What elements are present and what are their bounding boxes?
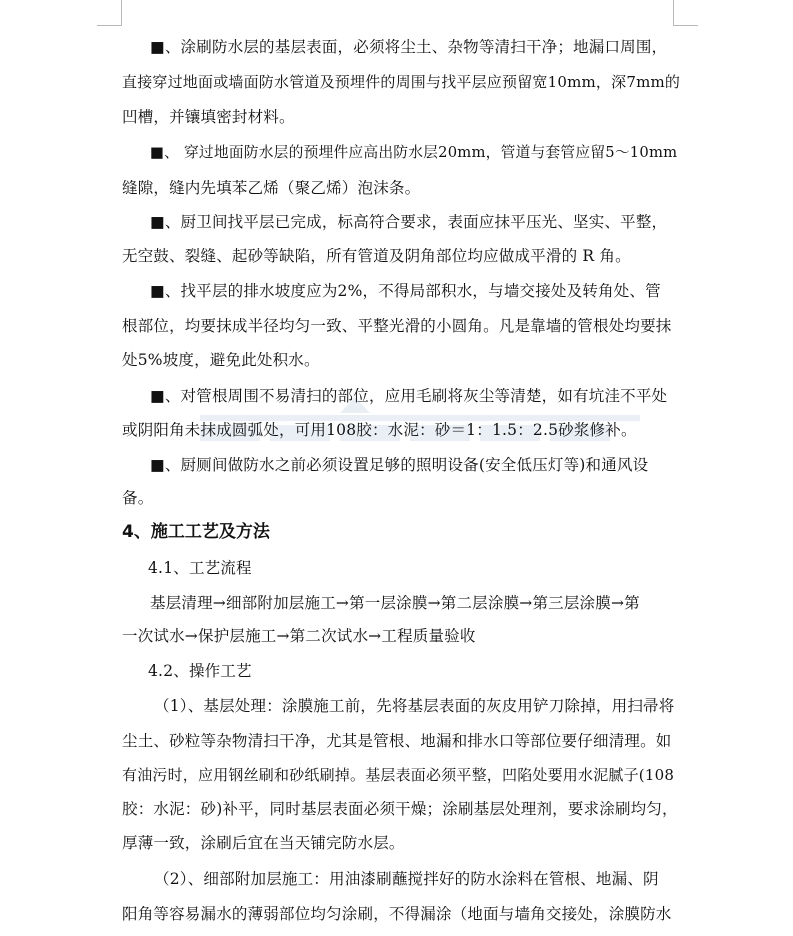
text-line: 厚薄一致，涂刷后宜在当天铺完防水层。 — [122, 834, 405, 852]
text-line: ■、 穿过地面防水层的预埋件应高出防水层20mm，管道与套管应留5～10mm — [150, 144, 678, 161]
text-line: 凹槽，并镶填密封材料。 — [122, 108, 295, 126]
text-line: 备。 — [122, 489, 154, 507]
text-line: 胶：水泥：砂)补平，同时基层表面必须干燥；涂刷基层处理剂，要求涂刷均匀， — [122, 800, 678, 818]
crop-mark-top-left — [121, 0, 122, 26]
text-line: （2）、细部附加层施工：用油漆刷蘸搅拌好的防水涂料在管根、地漏、阴 — [154, 870, 659, 888]
text-line: ■、厨卫间找平层已完成，标高符合要求，表面应抹平压光、坚实、平整， — [150, 213, 668, 231]
text-line: 基层清理→细部附加层施工→第一层涂膜→第二层涂膜→第三层涂膜→第 — [150, 594, 640, 612]
text-line: 缝隙，缝内先填苯乙烯（聚乙烯）泡沫条。 — [122, 179, 421, 197]
text-line: 一次试水→保护层施工→第二次试水→工程质量验收 — [122, 627, 476, 645]
text-line: 或阴阳角未抹成圆弧处，可用108胶：水泥：砂＝1：1.5：2.5砂浆修补。 — [122, 421, 637, 439]
text-line: 根部位，均要抹成半径均匀一致、平整光滑的小圆角。凡是靠墙的管根处均要抹 — [122, 317, 672, 335]
crop-mark-top-right — [673, 25, 698, 26]
text-line: 直接穿过地面或墙面防水管道及预埋件的周围与找平层应预留宽10mm，深7mm的 — [122, 73, 681, 91]
text-line: 处5%坡度，避免此处积水。 — [122, 351, 320, 369]
text-line: （1）、基层处理：涂膜施工前，先将基层表面的灰皮用铲刀除掉，用扫帚将 — [154, 697, 675, 715]
crop-mark-top-right — [673, 0, 674, 26]
subsection-heading: 4.1、工艺流程 — [148, 559, 252, 577]
crop-mark-top-left — [97, 25, 122, 26]
section-heading: 4、施工工艺及方法 — [122, 522, 270, 542]
text-line: ■、对管根周围不易清扫的部位，应用毛刷将灰尘等清楚，如有坑洼不平处 — [150, 387, 668, 405]
text-line: ■、找平层的排水坡度应为2%，不得局部积水，与墙交接处及转角处、管 — [150, 282, 661, 300]
text-line: 有油污时，应用钢丝刷和砂纸刷掉。基层表面必须平整，凹陷处要用水泥腻子(108 — [122, 766, 675, 784]
text-line: ■、厨厕间做防水之前必须设置足够的照明设备(安全低压灯等)和通风设 — [150, 456, 649, 474]
text-line: 阳角等容易漏水的薄弱部位均匀涂刷，不得漏涂（地面与墙角交接处，涂膜防水 — [122, 905, 672, 923]
text-line: 尘土、砂粒等杂物清扫干净，尤其是管根、地漏和排水口等部位要仔细清理。如 — [122, 732, 672, 750]
text-line: 无空鼓、裂缝、起砂等缺陷，所有管道及阴角部位均应做成平滑的 R 角。 — [122, 247, 631, 265]
subsection-heading: 4.2、操作工艺 — [148, 662, 252, 680]
text-line: ■、涂刷防水层的基层表面，必须将尘土、杂物等清扫干净；地漏口周围， — [150, 38, 668, 56]
